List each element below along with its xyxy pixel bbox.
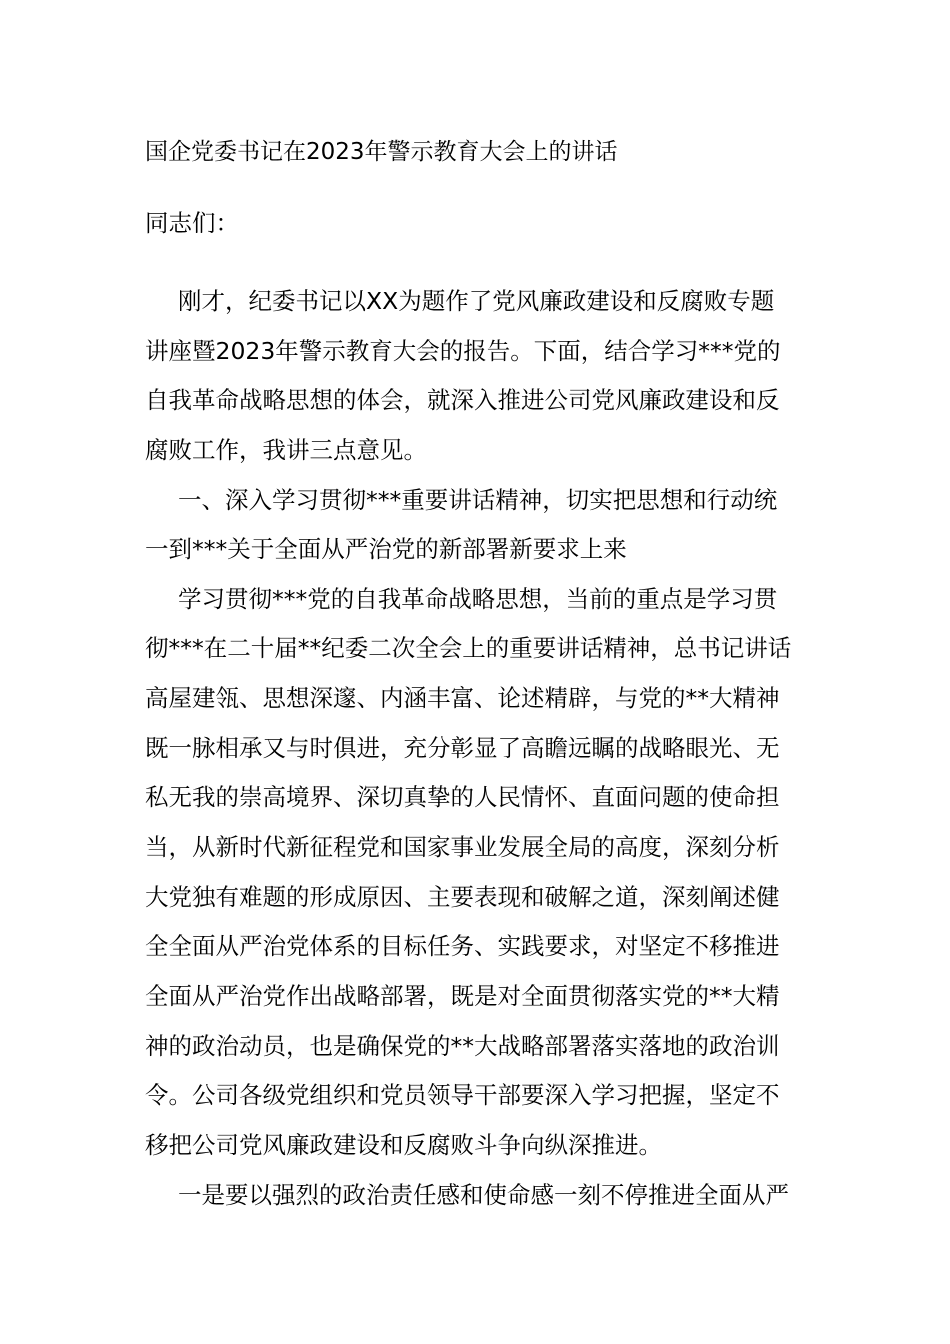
text-line: 私无我的崇高境界、深切真挚的人民情怀、直面问题的使命担 <box>145 783 780 812</box>
text-line: 高屋建瓴、思想深邃、内涵丰富、论述精辟，与党的**大精神 <box>145 684 780 713</box>
text-line: 当，从新时代新征程党和国家事业发展全局的高度，深刻分析 <box>145 833 780 862</box>
document-title: 国企党委书记在2023年警示教育大会上的讲话 <box>145 139 618 165</box>
text-line: 刚才，纪委书记以XX为题作了党风廉政建设和反腐败专题 <box>178 287 775 315</box>
text-line: 自我革命战略思想的体会，就深入推进公司党风廉政建设和反 <box>145 386 780 415</box>
body-text <box>145 277 815 1220</box>
text-line: 学习贯彻***党的自我革命战略思想，当前的重点是学习贯 <box>178 584 778 613</box>
text-line: 既一脉相承又与时俱进，充分彰显了高瞻远瞩的战略眼光、无 <box>145 733 780 762</box>
text-line: 全面从严治党作出战略部署，既是对全面贯彻落实党的**大精 <box>145 981 780 1010</box>
text-line: 腐败工作，我讲三点意见。 <box>145 435 427 464</box>
text-line: 全全面从严治党体系的目标任务、实践要求，对坚定不移推进 <box>145 932 780 961</box>
text-line: 移把公司党风廉政建设和反腐败斗争向纵深推进。 <box>145 1130 662 1159</box>
text-line: 大党独有难题的形成原因、主要表现和破解之道，深刻阐述健 <box>145 882 780 911</box>
section-heading-line: 一到***关于全面从严治党的新部署新要求上来 <box>145 535 627 564</box>
text-line: 彻***在二十届**纪委二次全会上的重要讲话精神，总书记讲话 <box>145 634 792 663</box>
text-line: 一是要以强烈的政治责任感和使命感一刻不停推进全面从严 <box>178 1180 789 1209</box>
text-line: 令。公司各级党组织和党员领导干部要深入学习把握，坚定不 <box>145 1081 780 1110</box>
text-line: 讲座暨2023年警示教育大会的报告。下面，结合学习***党的 <box>145 336 781 365</box>
section-heading-line: 一、深入学习贯彻***重要讲话精神，切实把思想和行动统 <box>178 485 778 514</box>
salutation: 同志们： <box>145 209 239 237</box>
text-line: 神的政治动员，也是确保党的**大战略部署落实落地的政治训 <box>145 1031 780 1060</box>
